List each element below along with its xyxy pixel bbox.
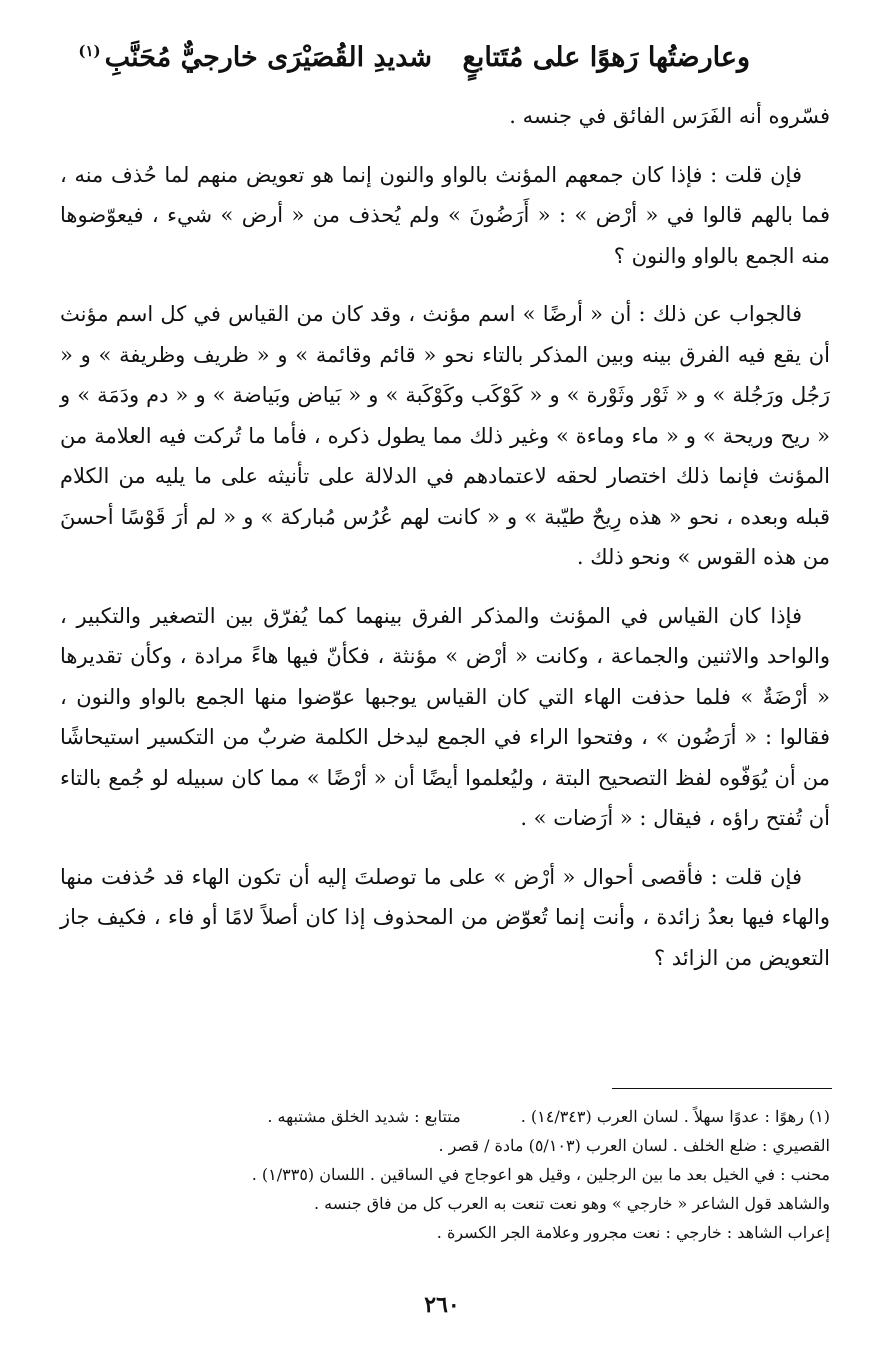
paragraph-1: فسّروه أنه الفَرَس الفائق في جنسه . xyxy=(509,104,830,128)
paragraph-2: فإن قلت : فإذا كان جمعهم المؤنث بالواو والنون إنما هو تعويض منهم لما حُذف منه ، فما بالهم قالوا في « أرْض » : « أَرَضُونَ » ولم يُحذف من « أرض » شيء ، فيعوّضوها منه الجمع بالواو والنون ؟ xyxy=(60,162,830,268)
poetry-verse xyxy=(78,34,750,84)
verse-hemistich-second-text: شديدِ القُصَيْرَى خارجيٌّ مُحَنَّبِ xyxy=(104,42,432,73)
footnote-1-a: (١) رهوًا : عدوًا سهلاً . لسان العرب (١٤/٣٤٣) . xyxy=(520,1107,830,1126)
paragraph-5: فإن قلت : فأقصى أحوال « أرْض » على ما توصلتَ إليه أن تكون الهاء قد حُذفت منها والهاء فيها بعدُ زائدة ، وأنت إنما تُعوّض من المحذوف إذا كان أصلاً لامًا أو فاء ، فكيف جاز التعويض من الزائد ؟ xyxy=(60,864,830,970)
page-number: ٢٦٠ xyxy=(424,1292,460,1318)
footnote-4: والشاهد قول الشاعر « خارجي » وهو نعت تنعت به العرب كل من فاق جنسه . xyxy=(313,1194,830,1213)
footnote-2: القصيري : ضلع الخلف . لسان العرب (٥/١٠٣) مادة / قصر . xyxy=(438,1136,830,1155)
paragraph-3: فالجواب عن ذلك : أن « أرضًا » اسم مؤنث ، وقد كان من القياس في كل اسم مؤنث أن يقع فيه الفرق بينه وبين المذكر بالتاء نحو « قائم وقائمة » و « ظريف وظريفة » و « رَجُل ورَجُلة » و « ثَوْر وثَوْرة » و « كَوْكَب وكَوْكَبة » و « بَياض وبَياضة » و « دم ودَمَة » و « ريح وريحة » و « ماء وماءة » وغير ذلك مما يطول ذكره ، فأما ما تُركت فيه العلامة من المؤنث فإنما ذلك اختصار لحقه لاعتمادهم في الدلالة على تأنيثه على ما يليه من الكلام قبله وبعده ، نحو « هذه رِيحٌ طيّبة » و « كانت لهم عُرُس مُباركة » و « لم أرَ قَوْسًا أحسنَ من هذه القوس » ونحو ذلك . xyxy=(60,302,830,569)
footnote-marker: (١) xyxy=(78,42,101,60)
footnote-3: محنب : في الخيل بعد ما بين الرجلين ، وقيل هو اعوجاج في الساقين . اللسان (١/٣٣٥) . xyxy=(251,1165,830,1184)
footnote-1-b: متتابع : شديد الخلق مشتبهه . xyxy=(267,1107,461,1126)
verse-hemistich-first: وعارضتُها رَهوًا على مُتَتابعٍ xyxy=(462,42,750,73)
main-text xyxy=(60,96,830,996)
footnote-row-1 xyxy=(60,1102,830,1131)
footnote-divider xyxy=(612,1088,832,1089)
verse-hemistich-second xyxy=(78,42,432,73)
paragraph-4: فإذا كان القياس في المؤنث والمذكر الفرق بينهما كما يُفرّق بين التصغير والتكبير ، والواحد والاثنين والجماعة ، وكانت « أرْض » مؤنثة ، فكأنّ فيها هاءً مرادة ، وكأن تقديرها « أرْضَةٌ » فلما حذفت الهاء التي كان القياس يوجبها عوّضوا منها الجمع بالواو والنون ، فقالوا : « أرَضُون » ، وفتحوا الراء في الجمع ليدخل الكلمة ضربٌ من التكسير استيحاشًا من أن يُوَفّوه لفظ التصحيح البتة ، وليُعلموا أيضًا أن « أرْضًا » مما كان سبيله لو جُمع بالتاء أن تُفتح راؤه ، فيقال : « أرَضات » . xyxy=(60,603,830,830)
footnotes xyxy=(60,1102,830,1247)
footnote-5: إعراب الشاهد : خارجي : نعت مجرور وعلامة الجر الكسرة . xyxy=(436,1223,830,1242)
